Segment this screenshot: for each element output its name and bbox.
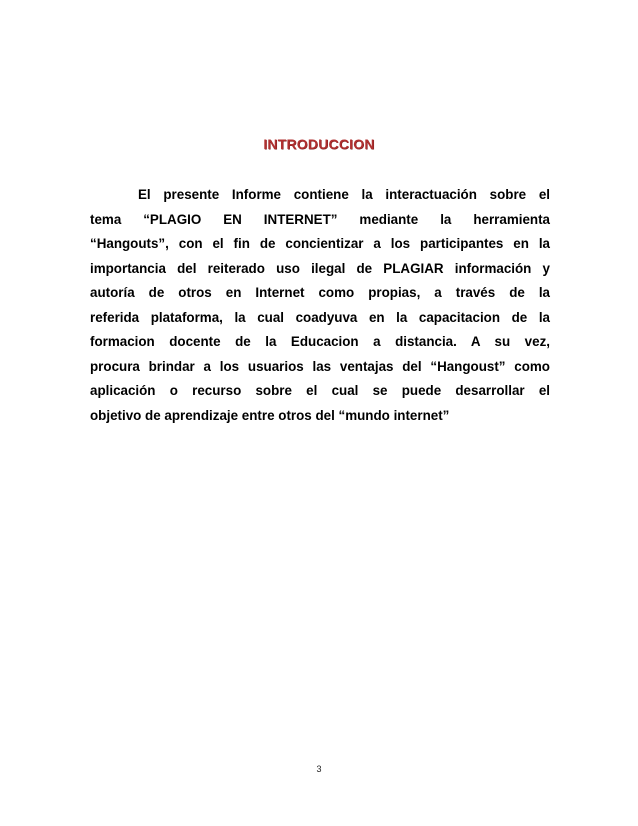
paragraph-line: “Hangouts”, con el fin de concientizar a los participantes en la — [90, 236, 550, 251]
paragraph-line: objetivo de aprendizaje entre otros del “mundo internet” — [90, 407, 450, 423]
paragraph-line: importancia del reiterado uso ilegal de PLAGIAR información y — [90, 260, 550, 276]
paragraph-line: procura brindar a los usuarios las ventajas del “Hangoust” como — [90, 358, 550, 374]
introduction-paragraph — [90, 183, 550, 428]
paragraph-line: tema “PLAGIO EN INTERNET” mediante la herramienta — [90, 211, 550, 227]
paragraph-line: formacion docente de la Educacion a distancia. A su vez, — [90, 334, 550, 349]
paragraph-line: autoría de otros en Internet como propias, a través de la — [90, 285, 550, 300]
page-number: 3 — [316, 764, 322, 774]
paragraph-line: El presente Informe contiene la interactuación sobre el — [138, 187, 550, 202]
paragraph-line: aplicación o recurso sobre el cual se puede desarrollar el — [90, 383, 550, 398]
paragraph-line: referida plataforma, la cual coadyuva en la capacitacion de la — [90, 309, 550, 325]
page-title: INTRODUCCION — [263, 136, 375, 152]
